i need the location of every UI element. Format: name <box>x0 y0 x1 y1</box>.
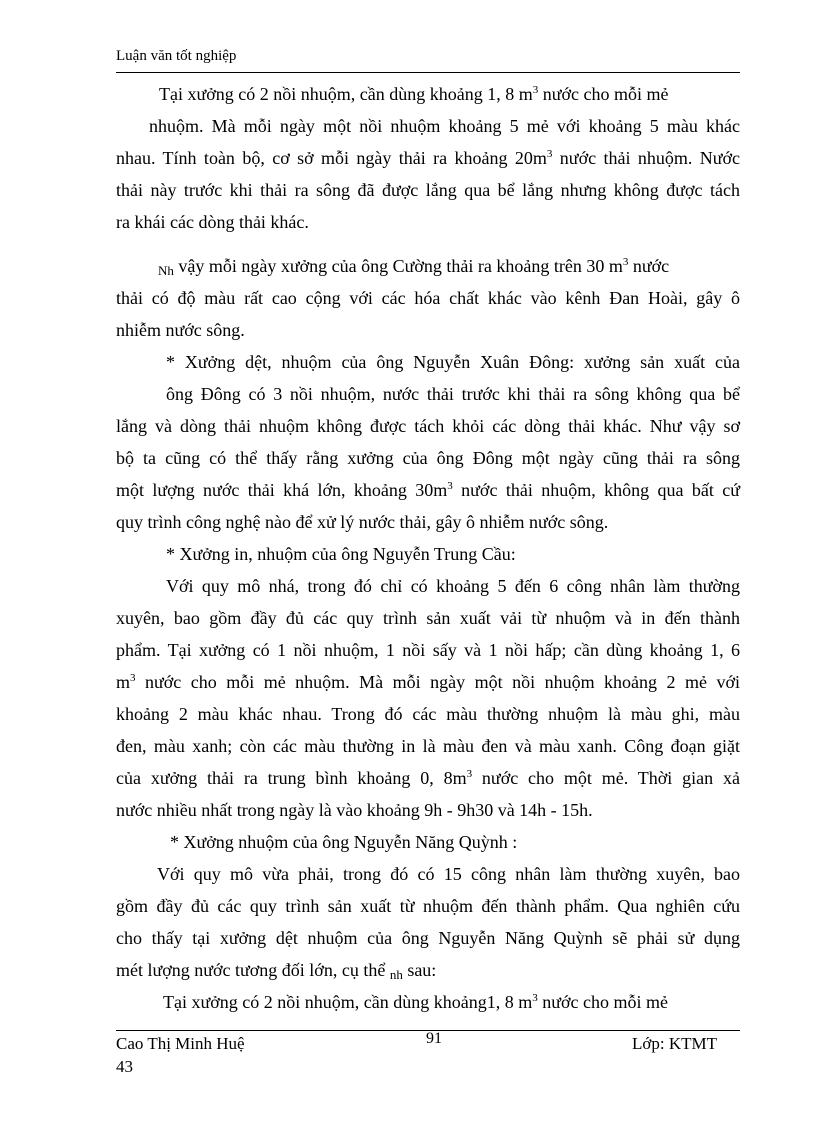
paragraph-line: nước nhiều nhất trong ngày là vào khoảng 9h - 9h30 và 14h - 15h. <box>116 800 593 820</box>
text-run: vậy mỗi ngày xưởng của ông Cường thải ra khoảng trên 30 m <box>173 256 623 276</box>
paragraph-line: cho thấy tại xưởng dệt nhuộm của ông Nguyễn Năng Quỳnh sẽ phải sử dụng <box>116 928 740 948</box>
text-run: của xưởng thải ra trung bình khoảng 0, 8m <box>116 768 467 788</box>
footer-class-label: Lớp: KTMT <box>632 1034 718 1053</box>
paragraph-line: ông Đông có 3 nồi nhuộm, nước thải trước khi thải ra sông không qua bể <box>166 384 740 404</box>
text-run: nước thải nhuộm. Nước <box>552 148 740 168</box>
text-run: nước cho mỗi mẻ <box>537 992 668 1012</box>
paragraph-line: Với quy mô vừa phải, trong đó có 15 công nhân làm thường xuyên, bao <box>157 864 740 884</box>
paragraph-line: phẩm. Tại xưởng có 1 nồi nhuộm, 1 nồi sấy và 1 nồi hấp; cần dùng khoảng 1, 6 <box>116 640 740 660</box>
text-run: nhau. Tính toàn bộ, cơ sở mỗi ngày thải ra khoảng 20m <box>116 148 547 168</box>
paragraph-line <box>163 986 668 1018</box>
paragraph-line: xuyên, bao gồm đầy đủ các quy trình sản xuất vải từ nhuộm và in đến thành <box>116 608 740 628</box>
paragraph-line: quy trình công nghệ nào để xử lý nước thải, gây ô nhiễm nước sông. <box>116 512 609 532</box>
paragraph-line: nhiễm nước sông. <box>116 320 245 340</box>
text-run: Tại xưởng có 2 nồi nhuộm, cần dùng khoảng1, 8 m <box>163 992 533 1012</box>
paragraph-line: ra khái các dòng thải khác. <box>116 212 309 232</box>
running-header: Luận văn tốt nghiệp <box>116 48 237 64</box>
paragraph-line: * Xưởng nhuộm của ông Nguyễn Năng Quỳnh : <box>170 832 518 852</box>
paragraph-line <box>116 474 740 506</box>
superscript: 3 <box>466 768 473 780</box>
text-run: nh <box>389 967 403 982</box>
text-run: nước <box>628 256 670 276</box>
paragraph-line: khoảng 2 màu khác nhau. Trong đó các màu thường nhuộm là màu ghi, màu <box>116 704 740 724</box>
paragraph-line: Với quy mô nhá, trong đó chỉ có khoảng 5 đến 6 công nhân làm thường <box>166 576 740 596</box>
paragraph-line: đen, màu xanh; còn các màu thường in là màu đen và màu xanh. Công đoạn giặt <box>116 736 740 756</box>
text-run: mét lượng nước tương đối lớn, cụ thể <box>116 960 390 980</box>
paragraph-line <box>116 762 740 794</box>
text-run: Tại xưởng có 2 nồi nhuộm, cần dùng khoảng 1, 8 m <box>159 84 533 104</box>
text-run: nước cho mỗi mẻ nhuộm. Mà mỗi ngày một nồi nhuộm khoảng 2 mẻ với <box>135 672 740 692</box>
footer-class-number: 43 <box>116 1057 133 1076</box>
paragraph-line: gồm đầy đủ các quy trình sản xuất từ nhuộm đến thành phẩm. Qua nghiên cứu <box>116 896 740 916</box>
paragraph-line: * Xưởng dệt, nhuộm của ông Nguyễn Xuân Đông: xưởng sản xuất của <box>166 352 740 372</box>
superscript: 3 <box>546 148 553 160</box>
text-run: nước cho mỗi mẻ <box>538 84 669 104</box>
text-run: sau: <box>402 960 437 980</box>
text-run: m <box>116 672 131 692</box>
paragraph-line: bộ ta cũng có thể thấy rằng xưởng của ông Đông một ngày cũng thải ra sông <box>116 448 740 468</box>
paragraph-line: nhuộm. Mà mỗi ngày một nồi nhuộm khoảng 5 mẻ với khoảng 5 màu khác <box>149 116 740 136</box>
superscript: 3 <box>532 992 538 1004</box>
text-run: nước cho một mẻ. Thời gian xả <box>472 768 740 788</box>
footer-author: Cao Thị Minh Huệ <box>116 1034 245 1053</box>
text-run: Nh <box>158 263 174 278</box>
text-run: nước thải nhuộm, không qua bất cứ <box>452 480 741 500</box>
paragraph-line <box>116 142 740 174</box>
superscript: 3 <box>130 672 136 684</box>
superscript: 3 <box>447 480 453 492</box>
paragraph-line <box>159 78 668 110</box>
superscript: 3 <box>622 256 629 268</box>
paragraph-line: thải này trước khi thải ra sông đã được lắng qua bể lắng nhưng không được tách <box>116 180 740 200</box>
paragraph-line <box>116 666 740 698</box>
superscript: 3 <box>532 84 539 96</box>
paragraph-line: lắng và dòng thải nhuộm không được tách khỏi các dòng thải khác. Như vậy sơ <box>116 416 740 436</box>
paragraph-line: thải có độ màu rất cao cộng với các hóa chất khác vào kênh Đan Hoài, gây ô <box>116 288 740 308</box>
header-divider <box>116 72 740 73</box>
page-number: 91 <box>426 1030 442 1047</box>
paragraph-line: * Xưởng in, nhuộm của ông Nguyễn Trung Cầu: <box>166 544 516 564</box>
text-run: một lượng nước thải khá lớn, khoảng 30m <box>116 480 448 500</box>
